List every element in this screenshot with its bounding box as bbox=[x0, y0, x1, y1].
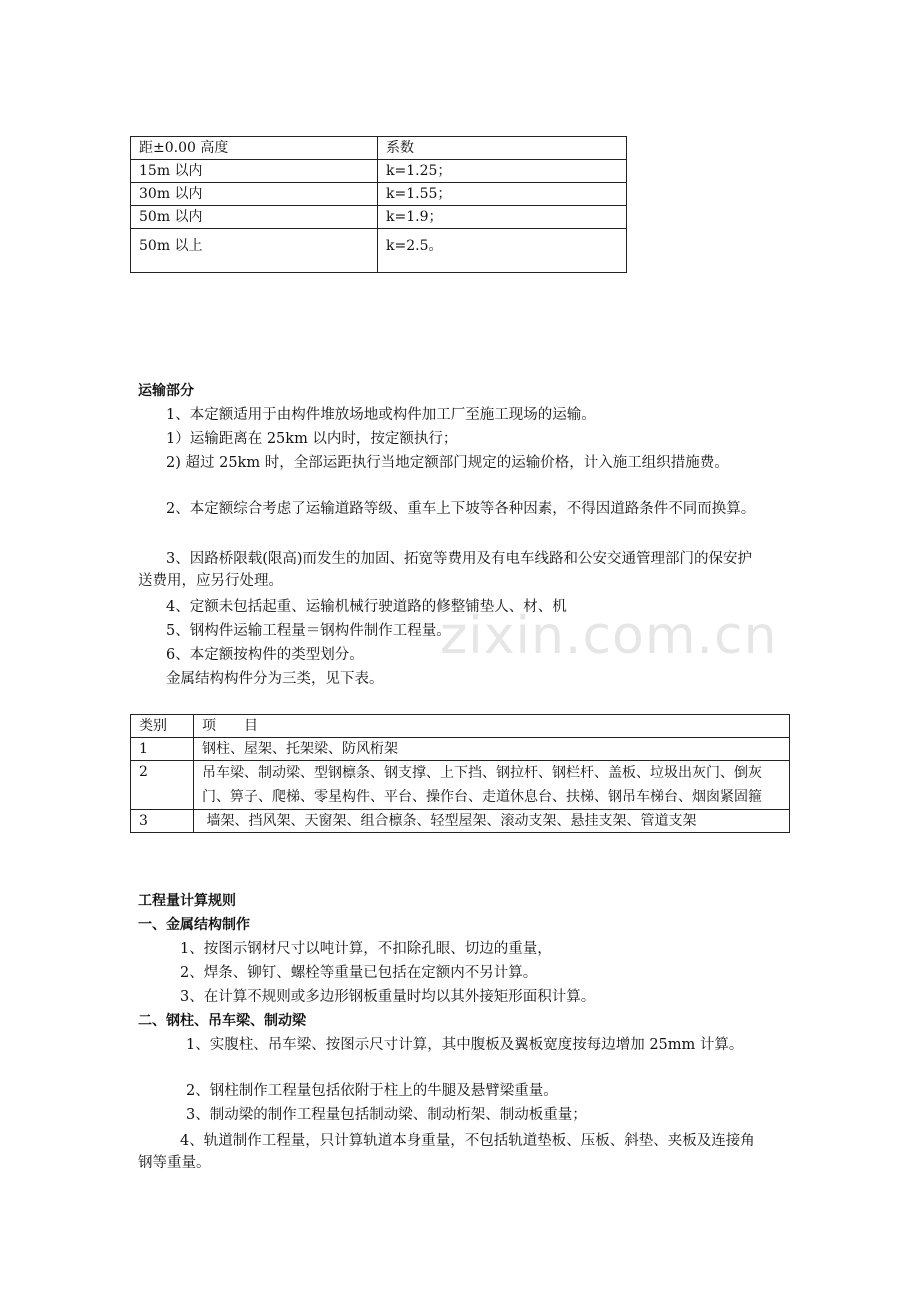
table-cell: k=2.5。 bbox=[378, 229, 627, 273]
paragraph: 2、钢柱制作工程量包括依附于柱上的牛腿及悬臂梁重量。 bbox=[186, 1083, 558, 1099]
table-row bbox=[131, 183, 627, 206]
table-row bbox=[131, 206, 627, 229]
table-cell: 墙架、挡风架、天窗架、组合檩条、轻型屋架、滚动支架、悬挂支架、管道支架 bbox=[194, 810, 790, 833]
paragraph: 5、钢构件运输工程量＝钢构件制作工程量。 bbox=[166, 623, 451, 639]
paragraph: 3、制动梁的制作工程量包括制动梁、制动桁架、制动板重量； bbox=[186, 1107, 587, 1123]
paragraph: 6、本定额按构件的类型划分。 bbox=[166, 647, 364, 663]
table-row bbox=[131, 229, 627, 273]
table-cell: 2 bbox=[131, 761, 194, 810]
paragraph: 1、按图示钢材尺寸以吨计算，不扣除孔眼、切边的重量， bbox=[180, 941, 552, 957]
table-row bbox=[131, 738, 790, 761]
table-cell: k=1.55； bbox=[378, 183, 627, 206]
component-class-table bbox=[130, 714, 790, 833]
paragraph: 3、在计算不规则或多边形钢板重量时均以其外接矩形面积计算。 bbox=[180, 989, 596, 1005]
paragraph: 2、本定额综合考虑了运输道路等级、重车上下坡等各种因素，不得因道路条件不同而换算。 bbox=[166, 501, 756, 517]
paragraph: 1、实腹柱、吊车梁、按图示尺寸计算，其中腹板及翼板宽度按每边增加 25mm 计算。 bbox=[186, 1037, 744, 1053]
paragraph: 2、焊条、铆钉、螺栓等重量已包括在定额内不另计算。 bbox=[180, 965, 538, 981]
paragraph: 2) 超过 25km 时，全部运距执行当地定额部门规定的运输价格，计入施工组织措施费。 bbox=[166, 455, 729, 471]
table-cell: 3 bbox=[131, 810, 194, 833]
table-header-cell: 项 目 bbox=[194, 715, 790, 738]
rules-title: 工程量计算规则 bbox=[138, 893, 236, 909]
table-cell: 钢柱、屋架、托架梁、防风桁架 bbox=[194, 738, 790, 761]
table-row bbox=[131, 160, 627, 183]
table-cell: k=1.25； bbox=[378, 160, 627, 183]
table-row bbox=[131, 761, 790, 810]
table-cell: 15m 以内 bbox=[131, 160, 378, 183]
section-heading: 一、金属结构制作 bbox=[138, 917, 250, 933]
paragraph: 4、轨道制作工程量，只计算轨道本身重量，不包括轨道垫板、压板、斜垫、夹板及连接角钢等重量。 bbox=[138, 1133, 755, 1171]
table-cell: 50m 以上 bbox=[131, 229, 378, 273]
table-header-cell: 距±0.00 高度 bbox=[131, 137, 378, 160]
paragraph: 3、因路桥限载(限高)而发生的加固、拓宽等费用及有电车线路和公安交通管理部门的保安护送费用，应另行处理。 bbox=[138, 551, 753, 589]
table-cell: 吊车梁、制动梁、型钢檩条、钢支撑、上下挡、钢拉杆、钢栏杆、盖板、垃圾出灰门、倒灰门、箅子、爬梯、零星构件、平台、操作台、走道休息台、扶梯、钢吊车梯台、烟囱紧固箍 bbox=[194, 761, 790, 810]
table-cell: 1 bbox=[131, 738, 194, 761]
table-header-row bbox=[131, 715, 790, 738]
table-cell: 50m 以内 bbox=[131, 206, 378, 229]
table-header-cell: 类别 bbox=[131, 715, 194, 738]
paragraph: 4、定额未包括起重、运输机械行驶道路的修整铺垫人、材、机 bbox=[166, 599, 567, 615]
paragraph: 1）运输距离在 25km 以内时，按定额执行； bbox=[166, 431, 458, 447]
height-coefficient-table bbox=[130, 136, 627, 273]
table-cell: k=1.9； bbox=[378, 206, 627, 229]
transport-section-title: 运输部分 bbox=[138, 383, 194, 399]
watermark: zixin.com.cn bbox=[440, 606, 778, 666]
table-header-row bbox=[131, 137, 627, 160]
table-header-cell: 系数 bbox=[378, 137, 627, 160]
section-heading: 二、钢柱、吊车梁、制动梁 bbox=[138, 1013, 306, 1029]
table-cell: 30m 以内 bbox=[131, 183, 378, 206]
table-row bbox=[131, 810, 790, 833]
paragraph: 1、本定额适用于由构件堆放场地或构件加工厂至施工现场的运输。 bbox=[166, 407, 596, 423]
paragraph: 金属结构构件分为三类，见下表。 bbox=[166, 671, 384, 687]
